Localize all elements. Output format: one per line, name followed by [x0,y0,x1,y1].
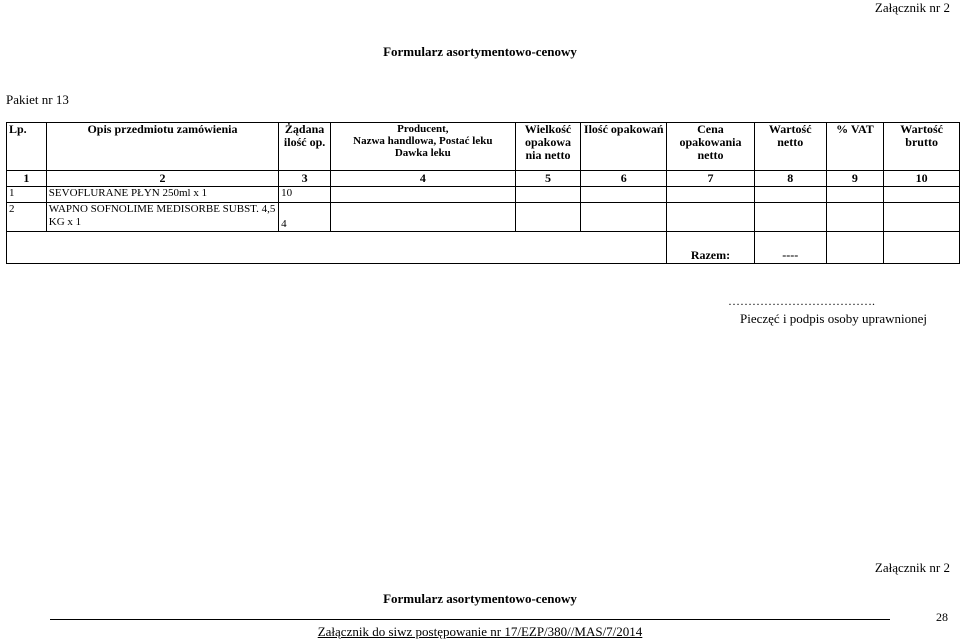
total-row [7,232,960,264]
header-lp: Lp. [7,123,47,171]
row-pack-size [515,203,581,232]
header-qty: Żądana ilość op. [279,123,331,171]
column-number: 5 [515,171,581,187]
row-qty: 10 [279,187,331,203]
column-number: 6 [581,171,667,187]
column-number: 4 [331,171,516,187]
column-number: 2 [46,171,278,187]
row-vat [826,203,884,232]
column-number: 10 [884,171,960,187]
row-lp: 2 [7,203,47,232]
row-net-value [754,187,826,203]
header-pack-size: Wielkość opakowa nia netto [515,123,581,171]
page-number: 28 [936,610,948,624]
header-producer-line3: Dawka leku [394,147,451,159]
row-qty: 4 [279,203,331,232]
column-number: 1 [7,171,47,187]
row-price [667,187,755,203]
header-producer [331,123,516,171]
row-gross-value [884,203,960,232]
header-net-value: Wartość netto [754,123,826,171]
row-pack-count [581,203,667,232]
total-net-value: ---- [754,232,826,264]
price-table [6,122,960,264]
row-pack-size [515,187,581,203]
column-number: 3 [279,171,331,187]
attachment-label-bottom: Załącznik nr 2 [874,560,950,575]
footer-text: Załącznik do siwz postępowanie nr 17/EZP/380//MAS/7/2014 [317,624,643,639]
column-number: 9 [826,171,884,187]
row-pack-count [581,187,667,203]
row-net-value [754,203,826,232]
table-row [7,187,960,203]
column-number: 8 [754,171,826,187]
form-title: Formularz asortymentowo-cenowy [383,44,577,59]
row-vat [826,187,884,203]
total-label: Razem: [667,232,755,264]
column-number: 7 [667,171,755,187]
package-title: Pakiet nr 13 [6,92,69,107]
row-gross-value [884,187,960,203]
column-number-row [7,171,960,187]
table-row [7,203,960,232]
header-vat: % VAT [826,123,884,171]
row-description: SEVOFLURANE PŁYN 250ml x 1 [46,187,278,203]
header-pack-count: Ilość opakowań [581,123,667,171]
header-producer-line2: Nazwa handlowa, Postać leku [353,135,493,147]
footer [0,624,960,640]
header-price: Cena opakowania netto [667,123,755,171]
form-title-bottom: Formularz asortymentowo-cenowy [383,591,577,606]
header-row [7,123,960,171]
total-spacer [7,232,667,264]
row-price [667,203,755,232]
signature-dots: ………………………………. [728,294,875,308]
row-description: WAPNO SOFNOLIME MEDISORBE SUBST. 4,5 KG x 1 [46,203,278,232]
header-description: Opis przedmiotu zamówienia [46,123,278,171]
row-producer [331,203,516,232]
row-producer [331,187,516,203]
header-gross-value: Wartość brutto [884,123,960,171]
signature-label: Pieczęć i podpis osoby uprawnionej [740,311,928,326]
attachment-label: Załącznik nr 2 [874,0,950,15]
total-gross [884,232,960,264]
total-vat [826,232,884,264]
row-lp: 1 [7,187,47,203]
footer-divider [50,619,890,620]
header-producer-line1: Producent, [397,123,449,135]
